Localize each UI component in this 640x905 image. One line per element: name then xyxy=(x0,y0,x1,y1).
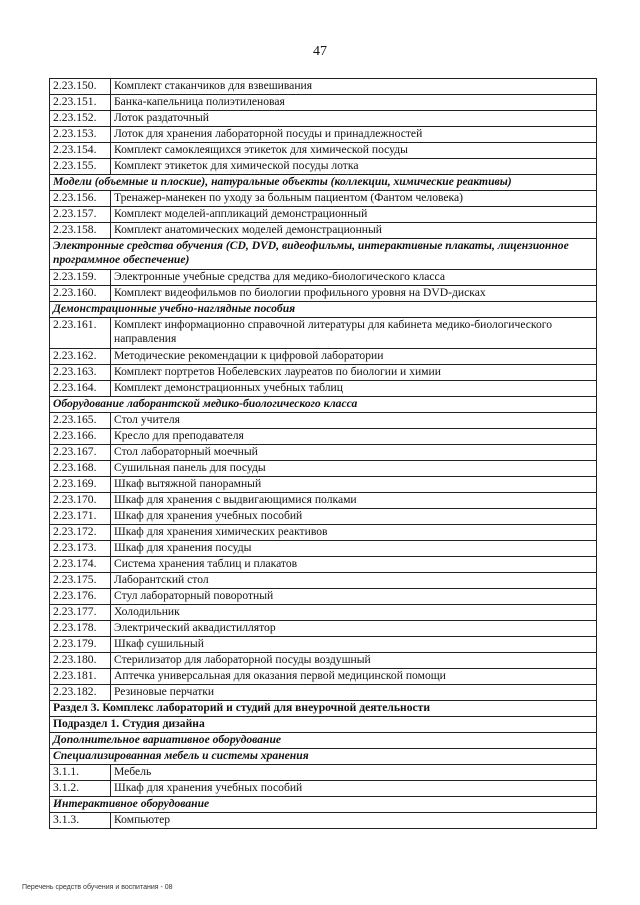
table-row xyxy=(50,95,597,111)
item-number: 2.23.157. xyxy=(50,207,111,223)
item-name: Лаборантский стол xyxy=(111,573,597,589)
section-row xyxy=(50,175,597,191)
item-number: 2.23.162. xyxy=(50,349,111,365)
item-name: Лоток раздаточный xyxy=(111,111,597,127)
item-number: 2.23.151. xyxy=(50,95,111,111)
item-number: 2.23.170. xyxy=(50,493,111,509)
equipment-table xyxy=(49,78,597,829)
item-name: Лоток для хранения лабораторной посуды и принадлежностей xyxy=(111,127,597,143)
table-row xyxy=(50,781,597,797)
table-row xyxy=(50,349,597,365)
table-row xyxy=(50,159,597,175)
category-heading: Модели (объемные и плоские), натуральные объекты (коллекции, химические реактивы) xyxy=(50,175,597,191)
table-row xyxy=(50,381,597,397)
category-heading: Дополнительное вариативное оборудование xyxy=(50,733,597,749)
item-number: 2.23.171. xyxy=(50,509,111,525)
item-name: Стол учителя xyxy=(111,413,597,429)
item-number: 2.23.154. xyxy=(50,143,111,159)
section-row xyxy=(50,302,597,318)
section-heading: Подраздел 1. Студия дизайна xyxy=(50,717,597,733)
item-name: Комплект анатомических моделей демонстрационный xyxy=(111,223,597,239)
item-number: 2.23.181. xyxy=(50,669,111,685)
section-heading: Раздел 3. Комплекс лабораторий и студий для внеурочной деятельности xyxy=(50,701,597,717)
table-row xyxy=(50,813,597,829)
item-name: Комплект информационно справочной литературы для кабинета медико-биологического направления xyxy=(111,318,597,349)
table-row xyxy=(50,445,597,461)
item-number: 3.1.3. xyxy=(50,813,111,829)
table-row xyxy=(50,79,597,95)
section-row xyxy=(50,239,597,270)
table-row xyxy=(50,685,597,701)
category-heading: Демонстрационные учебно-наглядные пособия xyxy=(50,302,597,318)
table-row xyxy=(50,127,597,143)
item-name: Комплект видеофильмов по биологии профильного уровня на DVD-дисках xyxy=(111,286,597,302)
table-row xyxy=(50,270,597,286)
table-row xyxy=(50,493,597,509)
item-number: 2.23.164. xyxy=(50,381,111,397)
item-number: 2.23.163. xyxy=(50,365,111,381)
item-name: Шкаф для хранения с выдвигающимися полками xyxy=(111,493,597,509)
table-row xyxy=(50,365,597,381)
item-number: 2.23.155. xyxy=(50,159,111,175)
item-number: 3.1.2. xyxy=(50,781,111,797)
section-row xyxy=(50,397,597,413)
item-number: 2.23.156. xyxy=(50,191,111,207)
item-number: 3.1.1. xyxy=(50,765,111,781)
item-number: 2.23.168. xyxy=(50,461,111,477)
table-row xyxy=(50,111,597,127)
table-row xyxy=(50,413,597,429)
table-row xyxy=(50,525,597,541)
item-number: 2.23.150. xyxy=(50,79,111,95)
table-row xyxy=(50,637,597,653)
item-number: 2.23.152. xyxy=(50,111,111,127)
item-name: Стерилизатор для лабораторной посуды воздушный xyxy=(111,653,597,669)
page-number: 47 xyxy=(313,44,327,59)
item-name: Комплект этикеток для химической посуды лотка xyxy=(111,159,597,175)
table-row xyxy=(50,605,597,621)
item-name: Шкаф для хранения учебных пособий xyxy=(111,781,597,797)
table-row xyxy=(50,589,597,605)
item-name: Тренажер-манекен по уходу за больным пациентом (Фантом человека) xyxy=(111,191,597,207)
table-row xyxy=(50,461,597,477)
table-row xyxy=(50,143,597,159)
item-number: 2.23.169. xyxy=(50,477,111,493)
item-name: Резиновые перчатки xyxy=(111,685,597,701)
category-heading: Специализированная мебель и системы хранения xyxy=(50,749,597,765)
table-row xyxy=(50,669,597,685)
item-name: Комплект демонстрационных учебных таблиц xyxy=(111,381,597,397)
item-number: 2.23.173. xyxy=(50,541,111,557)
table-row xyxy=(50,541,597,557)
section-row xyxy=(50,717,597,733)
section-row xyxy=(50,749,597,765)
item-number: 2.23.174. xyxy=(50,557,111,573)
item-name: Комплект стаканчиков для взвешивания xyxy=(111,79,597,95)
item-number: 2.23.167. xyxy=(50,445,111,461)
section-row xyxy=(50,797,597,813)
item-number: 2.23.177. xyxy=(50,605,111,621)
item-number: 2.23.172. xyxy=(50,525,111,541)
item-name: Методические рекомендации к цифровой лаборатории xyxy=(111,349,597,365)
item-name: Шкаф вытяжной панорамный xyxy=(111,477,597,493)
equipment-table-body xyxy=(50,79,597,829)
item-name: Компьютер xyxy=(111,813,597,829)
category-heading: Интерактивное оборудование xyxy=(50,797,597,813)
category-heading: Электронные средства обучения (CD, DVD, видеофильмы, интерактивные плакаты, лицензионное программное обеспечение) xyxy=(50,239,597,270)
item-number: 2.23.182. xyxy=(50,685,111,701)
item-number: 2.23.175. xyxy=(50,573,111,589)
item-name: Электрический аквадистиллятор xyxy=(111,621,597,637)
item-number: 2.23.165. xyxy=(50,413,111,429)
item-name: Стул лабораторный поворотный xyxy=(111,589,597,605)
item-number: 2.23.176. xyxy=(50,589,111,605)
item-name: Кресло для преподавателя xyxy=(111,429,597,445)
table-row xyxy=(50,621,597,637)
category-heading: Оборудование лаборантской медико-биологического класса xyxy=(50,397,597,413)
table-row xyxy=(50,207,597,223)
item-name: Шкаф сушильный xyxy=(111,637,597,653)
item-name: Шкаф для хранения химических реактивов xyxy=(111,525,597,541)
item-name: Аптечка универсальная для оказания первой медицинской помощи xyxy=(111,669,597,685)
table-row xyxy=(50,573,597,589)
item-name: Шкаф для хранения учебных пособий xyxy=(111,509,597,525)
table-row xyxy=(50,286,597,302)
table-row xyxy=(50,429,597,445)
item-name: Мебель xyxy=(111,765,597,781)
item-number: 2.23.158. xyxy=(50,223,111,239)
item-number: 2.23.179. xyxy=(50,637,111,653)
item-number: 2.23.160. xyxy=(50,286,111,302)
item-name: Банка-капельница полиэтиленовая xyxy=(111,95,597,111)
section-row xyxy=(50,701,597,717)
item-number: 2.23.159. xyxy=(50,270,111,286)
table-row xyxy=(50,318,597,349)
table-row xyxy=(50,765,597,781)
table-row xyxy=(50,477,597,493)
item-name: Сушильная панель для посуды xyxy=(111,461,597,477)
item-number: 2.23.166. xyxy=(50,429,111,445)
item-number: 2.23.161. xyxy=(50,318,111,349)
table-row xyxy=(50,223,597,239)
item-name: Электронные учебные средства для медико-биологического класса xyxy=(111,270,597,286)
item-number: 2.23.153. xyxy=(50,127,111,143)
item-name: Комплект самоклеящихся этикеток для химической посуды xyxy=(111,143,597,159)
section-row xyxy=(50,733,597,749)
table-row xyxy=(50,509,597,525)
item-name: Система хранения таблиц и плакатов xyxy=(111,557,597,573)
item-name: Шкаф для хранения посуды xyxy=(111,541,597,557)
item-number: 2.23.180. xyxy=(50,653,111,669)
table-row xyxy=(50,191,597,207)
item-name: Комплект портретов Нобелевских лауреатов по биологии и химии xyxy=(111,365,597,381)
page-footer: Перечень средств обучения и воспитания - 08 xyxy=(22,884,173,891)
item-name: Стол лабораторный моечный xyxy=(111,445,597,461)
item-name: Комплект моделей-аппликаций демонстрационный xyxy=(111,207,597,223)
table-row xyxy=(50,557,597,573)
item-number: 2.23.178. xyxy=(50,621,111,637)
table-row xyxy=(50,653,597,669)
item-name: Холодильник xyxy=(111,605,597,621)
